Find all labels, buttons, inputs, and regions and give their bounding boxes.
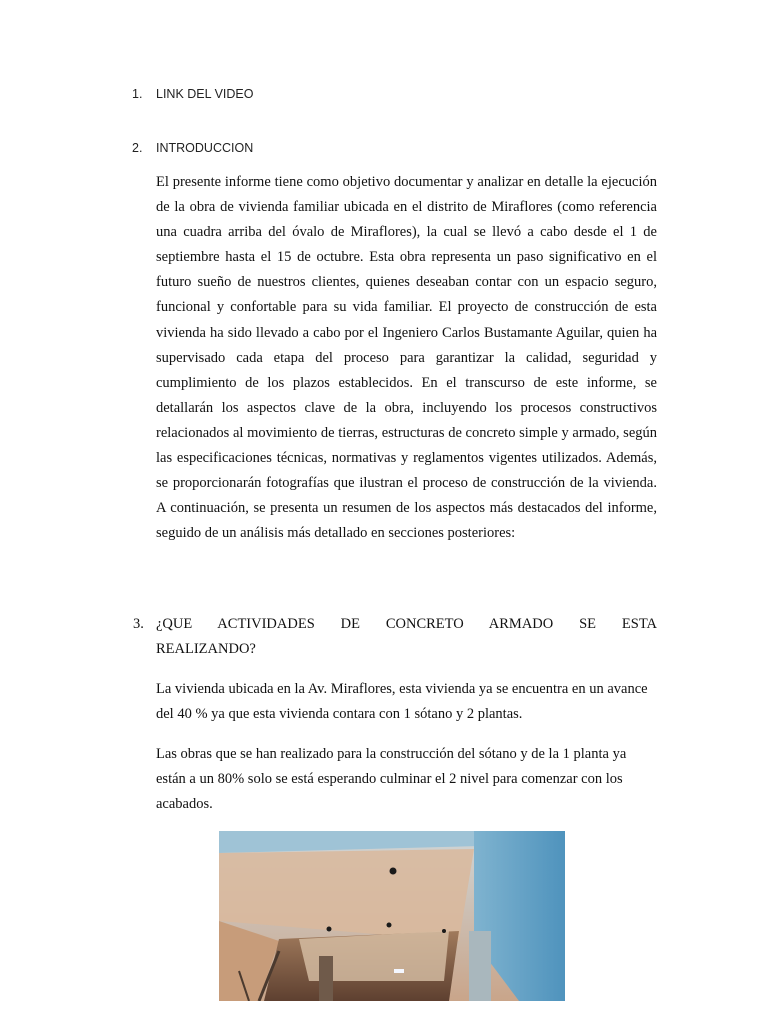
section-title-line-2: REALIZANDO? [156,641,256,657]
section-3-heading [133,612,657,662]
list-number: 1. [132,87,143,101]
paragraph-obras: Las obras que se han realizado para la construcción del sótano y de la 1 planta ya están a un 80% solo se está esperando culminar el 2 nivel para comenzar con los acabados. [156,746,627,813]
section-title-line-1: ¿QUE ACTIVIDADES DE CONCRETO ARMADO SE ESTA [156,616,657,632]
list-item-link-del-video [132,87,254,101]
list-number: 2. [132,141,143,155]
construction-photo [219,831,565,1001]
list-item-introduccion [132,141,253,155]
list-label: INTRODUCCION [156,141,254,155]
section-number: 3. [133,616,144,632]
list-label: LINK DEL VIDEO [156,87,254,101]
intro-paragraph: El presente informe tiene como objetivo documentar y analizar en detalle la ejecución de la obra de vivienda familiar ubicada en el distrito de Miraflores (como referencia una cuadra arriba del óvalo de Miraflores), la cual se llevó a cabo desde el 1 de septiembre hasta el 15 de octubre. Esta obra representa un paso significativo en el futuro sueño de nuestros clientes, quienes deseaban contar con un espacio seguro, funcional y confortable para su vida familiar. El proyecto de construcción de esta vivienda ha sido llevado a cabo por el Ingeniero Carlos Bustamante Aguilar, quien ha supervisado cada etapa del proceso para garantizar la calidad, seguridad y cumplimiento de los plazos establecidos. En el transcurso de este informe, se detallarán los aspectos clave de la obra, incluyendo los procesos constructivos relacionados al movimiento de tierras, estructuras de concreto simple y armado, según las especificaciones técnicas, normativas y reglamentos vigentes utilizados. Además, se proporcionarán fotografías que ilustran el proceso de construcción de la vivienda. A continuación, se presenta un resumen de los aspectos más destacados del informe, seguido de un análisis más detallado en secciones posteriores: [156,174,657,542]
paragraph-avance: La vivienda ubicada en la Av. Miraflores, esta vivienda ya se encuentra en un avance del 40 % ya que esta vivienda contara con 1 sótano y 2 plantas. [156,681,648,723]
